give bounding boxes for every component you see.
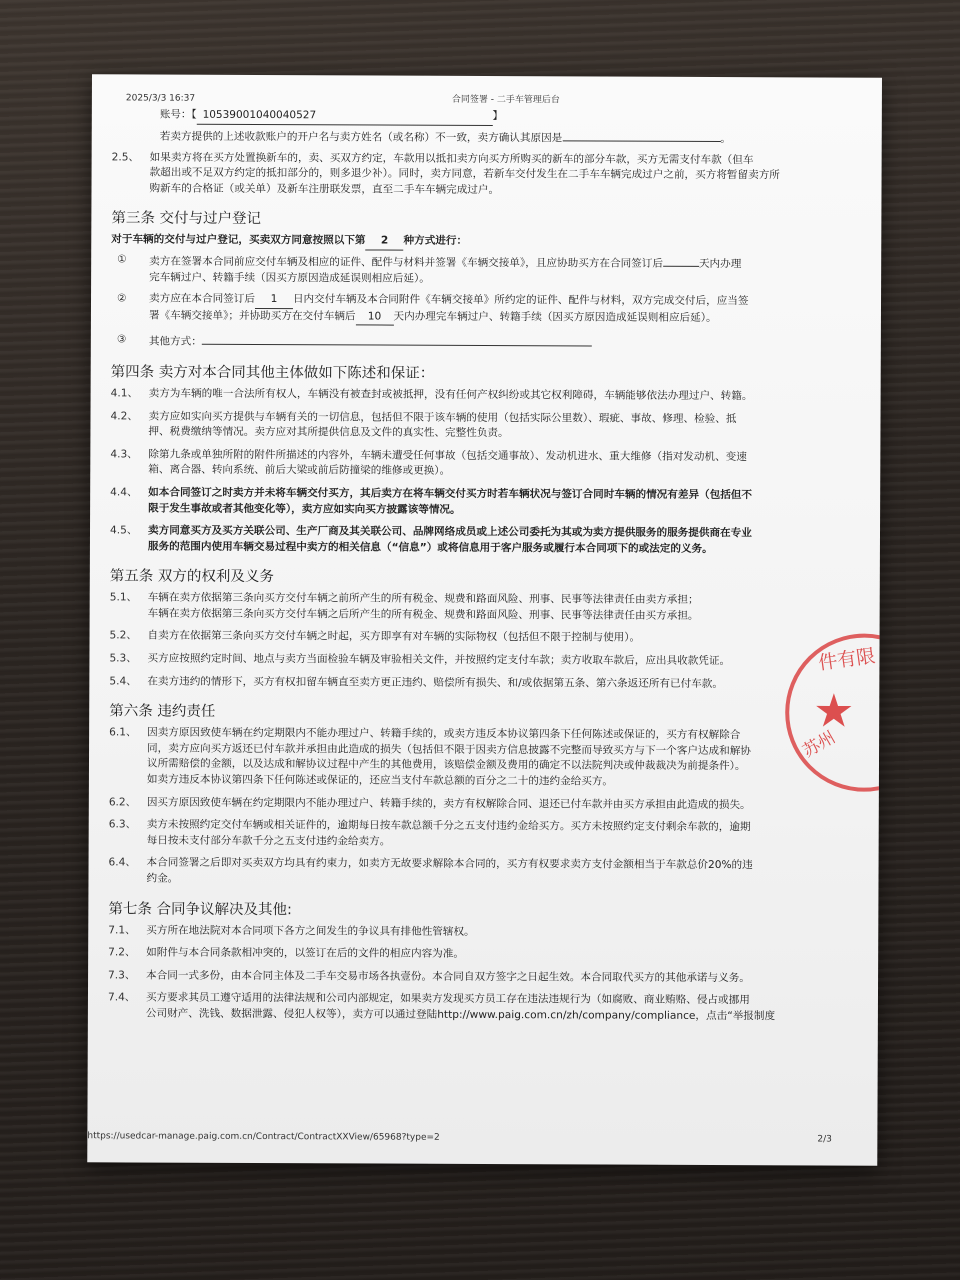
- clause-6-1: [109, 726, 853, 792]
- clause-line: 除第九条或单独所附的附件所描述的内容外，车辆未遭受任何事故（包括交通事故）、发动机进水、重大维修（指对发动机、变速: [148, 448, 747, 463]
- seal-text-side: 苏州: [799, 727, 840, 762]
- clause-line: 车辆在卖方依据第三条向买方交付车辆之后所产生的所有税金、规费和路面风险、刑事、民事等法律责任由买方承担。: [147, 607, 699, 622]
- clause-line: 如附件与本合同条款相冲突的，以签订在后的文件的相应内容为准。: [146, 946, 465, 961]
- section-3-heading: 第三条 交付与过户登记: [111, 210, 262, 228]
- clause-line: 每日按未支付部分车款千分之五支付违约金给卖方。: [146, 834, 391, 848]
- account-bracket-close: 】: [492, 110, 504, 123]
- clause-line: 如果卖方将在买方处置换新车的，卖、买双方约定，车款用以抵扣卖方向买方所购买的新车的部分车款，买方无需支付车款（但车: [149, 151, 754, 166]
- section-6-clauses: [108, 726, 853, 891]
- intro-text: 对于车辆的交付与过户登记，买卖双方同意按照以下第: [111, 233, 366, 247]
- seal-text-top: 件有限: [817, 644, 877, 675]
- clause-4-4: [110, 485, 854, 519]
- clause-line: 卖方应如实向买方提供与车辆有关的一切信息，包括但不限于该车辆的使用（包括实际公里数）、瑕疵、事故、修理、检验、抵: [148, 410, 737, 425]
- clause-4-2: [110, 409, 854, 443]
- clause-number: 5.4、: [109, 675, 137, 688]
- clause-line: 箱、离合器、转向系统、前后大梁或前后防撞梁的维修或更换）。: [148, 463, 451, 478]
- clause-line: 服务的范围内使用车辆交易过程中卖方的相关信息（“信息”）或将信息用于客户服务或履行本合同项下的或法定的义务。: [147, 540, 713, 555]
- clause-line: 买方应按照约定时间、地点与卖方当面检验车辆及审验相关文件，并按照约定支付车款；卖方收取车款后，应出具收款凭证。: [147, 652, 731, 668]
- clause-number: 4.1、: [110, 387, 139, 400]
- clause-number: 7.2、: [108, 946, 136, 959]
- clause-number: 4.5、: [109, 524, 138, 537]
- clause-line: 买方所在地法院对本合同项下各方之间发生的争议具有排他性管辖权。: [146, 924, 475, 938]
- clause-line: 押、税费缴纳等情况。卖方应对其所提供信息及文件的真实性、完整性负责。: [148, 425, 509, 440]
- account-label: 账号：【: [159, 108, 197, 121]
- clause-number: 7.1、: [108, 923, 136, 937]
- clause-5-3: [109, 651, 853, 670]
- clause-6-3: [109, 818, 853, 852]
- section-5-heading: 第五条 双方的权利及义务: [109, 568, 274, 586]
- section-6-heading: 第六条 违约责任: [109, 703, 216, 721]
- option-text: 署《车辆交接单》；并协助买方在交付车辆后: [148, 309, 356, 323]
- clause-number: 7.4、: [107, 991, 136, 1004]
- clause-line: 买方要求其员工遵守适用的法律法规和公司内部规定，如果卖方发现买方员工存在违法违规行为（如腐败、商业贿赂、侵占或挪用: [145, 991, 750, 1007]
- section-7-clauses: [108, 923, 852, 1025]
- clause-number: 5.2、: [109, 629, 138, 642]
- clause-line: 如卖方违反本协议第四条下任何陈述或保证的，还应当支付车款总额的百分之二十的违约金给买方。: [146, 773, 614, 788]
- days-blank: [663, 255, 699, 267]
- clause-number: 2.5、: [111, 150, 140, 164]
- clause-number: 6.2、: [108, 795, 137, 809]
- clause-6-2: [109, 795, 853, 814]
- company-seal-stamp: [785, 633, 882, 792]
- clause-line: 自卖方在依据第三条向买方交付车辆之时起，买方即享有对车辆的实际物权（包括但不限于控制与使用）。: [147, 629, 641, 645]
- clause-6-4: [108, 856, 852, 890]
- clause-number: 6.1、: [109, 726, 137, 739]
- option-text: 卖方在签署本合同前应交付车辆及相应的证件、配件与材料并签署《车辆交接单》，且应协助买方在合同签订后: [149, 255, 664, 270]
- print-datetime: 2025/3/3 16:37: [125, 93, 196, 104]
- option-text: 完车辆过户、转籍手续（因买方原因造成延误则相应后延）。: [149, 271, 430, 285]
- clause-line: 因卖方原因致使车辆在约定期限内不能办理过户、转籍手续的，或卖方违反本协议第四条下任何陈述或保证的，买方有权解除合: [147, 726, 741, 742]
- clause-7-1: [108, 923, 852, 942]
- clause-number: 6.4、: [108, 856, 137, 869]
- clause-4-3: [110, 447, 854, 481]
- clause-line: 因买方原因致使车辆在约定期限内不能办理过户、转籍手续的，卖方有权解除合同、退还已付车款并由买方承担由此造成的损失。: [146, 796, 751, 811]
- lead-text: 若卖方提供的上述收款账户的开户名与卖方姓名（或名称）不一致，卖方确认其原因是: [159, 130, 563, 145]
- account-line: [160, 108, 503, 126]
- clause-5-1: [110, 591, 854, 625]
- clause-line: 同，卖方应向买方返还已付车款并承担由此造成的损失（包括但不限于因卖方信息披露不完整而导致买方与下一个客户达成和解协: [147, 742, 751, 758]
- lead-paragraph: 若卖方提供的上述收款账户的开户名与卖方姓名（或名称）不一致，卖方确认其原因是 。: [159, 130, 731, 146]
- page-header-title: 合同签署 - 二手车管理后台: [451, 94, 560, 106]
- clause-line: 卖方未按照约定交付车辆或相关证件的，逾期每日按车款总额千分之五支付违约金给买方。买方未按照约定支付剩余车款的，逾期: [146, 818, 751, 834]
- clause-line: 卖方为车辆的唯一合法所有权人，车辆没有被查封或被抵押，没有任何产权纠纷或其它权利障碍，车辆能够依法办理过户、转籍。: [148, 387, 753, 403]
- intro-text: 种方式进行：: [403, 235, 468, 248]
- method-choice-value: 2: [365, 234, 403, 251]
- clause-number: 5.3、: [109, 652, 137, 665]
- clause-5-2: [110, 629, 854, 648]
- delivery-option-2: [111, 292, 855, 328]
- section-3-intro: [111, 233, 855, 253]
- option-number: ①: [117, 253, 127, 266]
- delivery-days-value: 1: [255, 292, 293, 309]
- clause-number: 4.2、: [110, 409, 138, 423]
- seal-star-icon: ★: [813, 683, 855, 738]
- contract-body: [108, 127, 856, 1025]
- clause-line: 款超出或不足双方约定的抵扣部分的，则多退少补）。同时，卖方同意，若新车交付发生在二手车车辆完成过户之前，买方将暂留卖方所: [149, 166, 780, 182]
- section-5-clauses: [109, 591, 853, 693]
- clause-line: 公司财产、洗钱、数据泄露、侵犯人权等），卖方可以通过登陆http://www.paig.com.cn/zh/company/compliance，点击“举报制度: [145, 1007, 776, 1023]
- clause-line: 卖方同意买方及买方关联公司、生产厂商及其关联公司、品牌网络成员或上述公司委托为其或为卖方提供服务的服务提供商在专业: [147, 524, 752, 540]
- clause-line: 车辆在卖方依据第三条向买方交付车辆之前所产生的所有税金、规费和路面风险、刑事、民事等法律责任由卖方承担；: [147, 591, 699, 607]
- transfer-days-value: 10: [355, 309, 393, 326]
- contract-page: [87, 74, 882, 1165]
- option-text: 日内交付车辆及本合同附件《车辆交接单》所约定的证件、配件与材料，双方完成交付后，应当签: [292, 293, 749, 308]
- option-number: ②: [116, 292, 127, 305]
- section-7-heading: 第七条 合同争议解决及其他:: [108, 900, 292, 918]
- clause-line: 限于发生事故或者其他变化等），卖方应如实向买方披露该等情况。: [148, 502, 461, 516]
- footer-url: https://usedcar-manage.paig.com.cn/Contract/ContractXXView/65968?type=2: [87, 1131, 440, 1143]
- clause-line: 议所需赔偿的金额，以及达成和解协议过程中产生的其他费用，该赔偿金额及费用的确定不以法院判决或仲裁裁决为前提条件）。: [146, 757, 746, 773]
- clause-line: 购新车的合格证（或关单）及新车注册联发票，直至二手车车辆完成过户。: [149, 182, 500, 196]
- clause-number: 4.4、: [110, 486, 138, 499]
- clause-number: 6.3、: [108, 818, 137, 831]
- other-method-blank: [202, 333, 592, 347]
- clause-4-1: [111, 386, 855, 405]
- clause-line: 本合同签署之后即对买卖双方均具有约束力，如卖方无故要求解除本合同的，买方有权要求卖方支付金额相当于车款总价20%的违: [146, 856, 753, 872]
- option-text: 天内办理完车辆过户、转籍手续（因买方原因造成延误则相应后延）。: [393, 310, 717, 324]
- option-text: 其他方式：: [148, 335, 202, 349]
- reason-blank: [562, 129, 720, 142]
- delivery-option-3: [111, 333, 855, 354]
- clause-4-5: [110, 523, 854, 557]
- clause-line: 在卖方违约的情形下，买方有权扣留车辆直至卖方更正违约、赔偿所有损失、和/或依据第五条、第六条返还所有已付车款。: [147, 675, 724, 690]
- clause-number: 5.1、: [109, 591, 138, 604]
- clause-2-5: [111, 150, 855, 200]
- clause-7-3: [108, 968, 852, 987]
- option-number: ③: [116, 333, 127, 346]
- section-4-heading: 第四条 卖方对本合同其他主体做如下陈述和保证：: [110, 364, 435, 382]
- clause-line: 如本合同签订之时卖方并未将车辆交付买方，其后卖方在将车辆交付买方时若车辆状况与签订合同时车辆的情况有差异（包括但不: [148, 486, 753, 502]
- clause-line: 本合同一式多份，由本合同主体及二手车交易市场各执壹份。本合同自双方签字之日起生效。本合同取代买方的其他承诺与义务。: [146, 969, 750, 984]
- account-number: 10539001040040527: [197, 108, 493, 126]
- clause-number: 4.3、: [110, 448, 138, 461]
- footer-page-number: 2/3: [817, 1134, 832, 1145]
- delivery-option-1: [111, 252, 855, 288]
- clause-line: 约金。: [146, 872, 179, 885]
- clause-number: 7.3、: [108, 969, 136, 982]
- clause-5-4: [109, 674, 853, 693]
- clause-7-4: [108, 991, 852, 1025]
- section-4-clauses: [110, 386, 855, 558]
- option-text: 卖方应在本合同签订后: [148, 292, 255, 306]
- option-text: 天内办理: [698, 257, 742, 271]
- clause-7-2: [108, 946, 852, 965]
